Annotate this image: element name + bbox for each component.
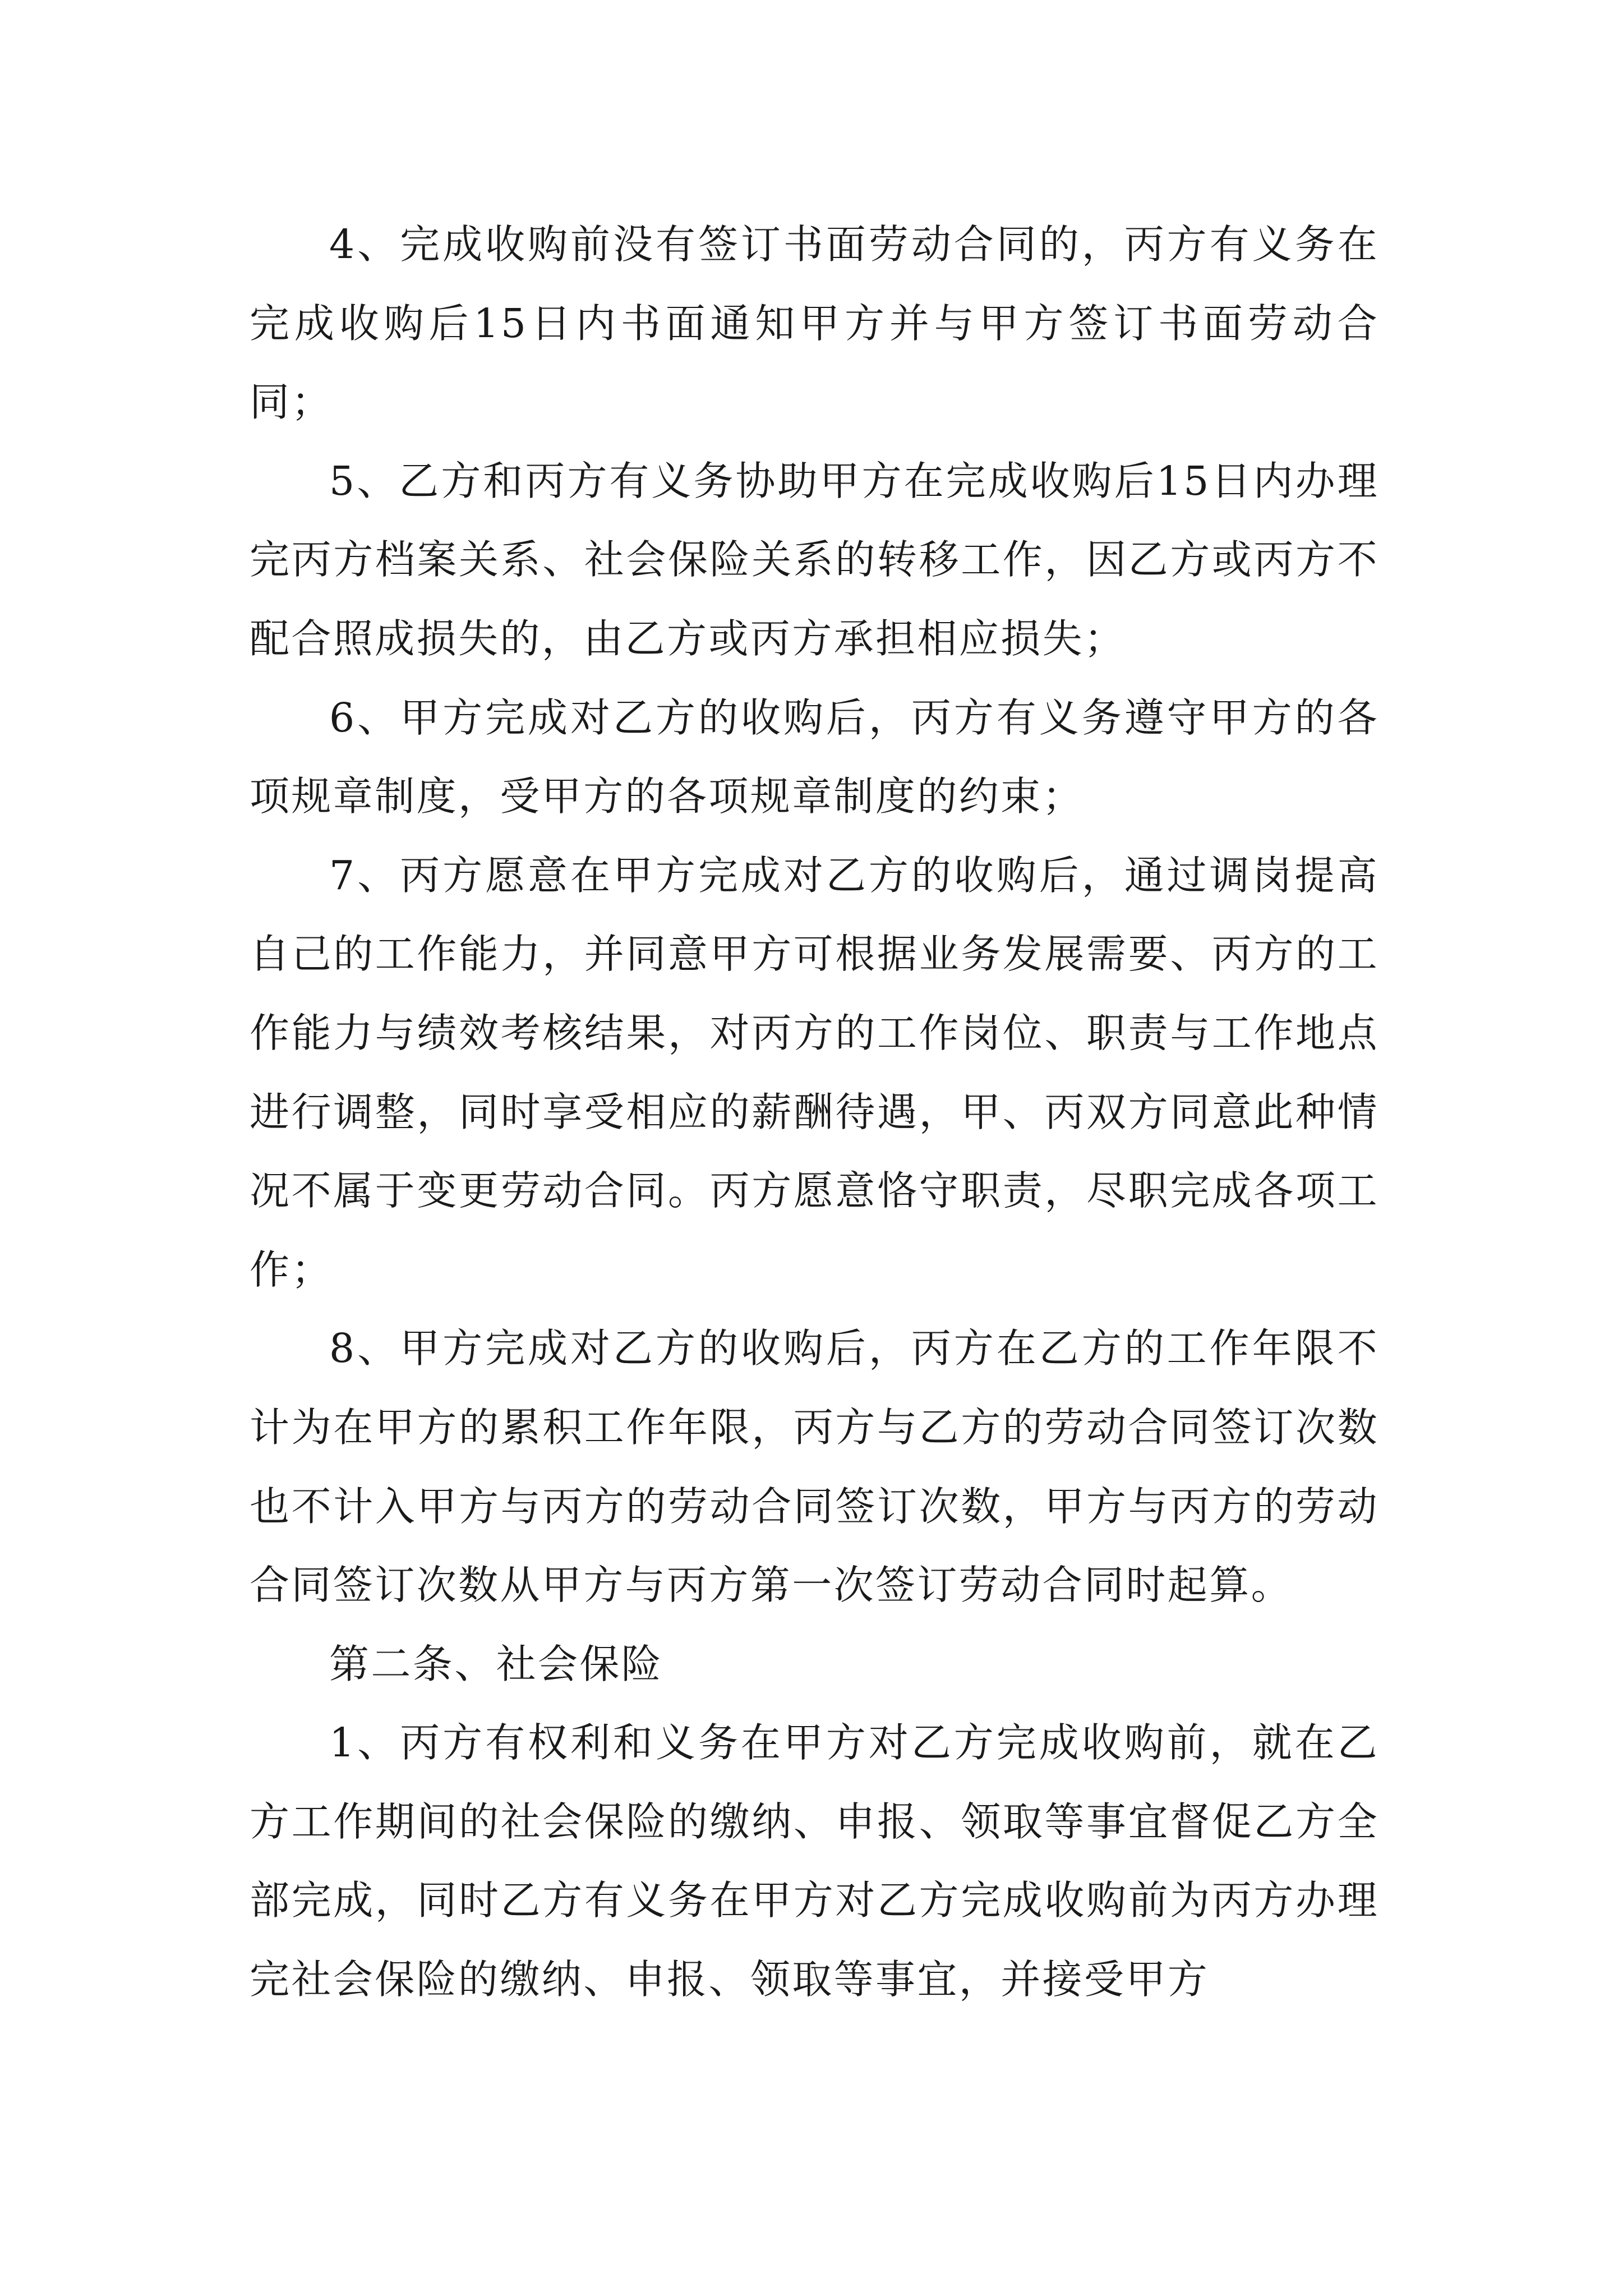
clause-5-paragraph: 5、乙方和丙方有义务协助甲方在完成收购后15日内办理完丙方档案关系、社会保险关系的转移工作，因乙方或丙方不配合照成损失的，由乙方或丙方承担相应损失；: [250, 457, 1379, 662]
clause-7-paragraph: 7、丙方愿意在甲方完成对乙方的收购后，通过调岗提高自己的工作能力，并同意甲方可根据业务发展需要、丙方的工作能力与绩效考核结果，对丙方的工作岗位、职责与工作地点进行调整，同时享受相应的薪酬待遇，甲、丙双方同意此种情况不属于变更劳动合同。丙方愿意恪守职责，尽职完成各项工作；: [250, 852, 1379, 1293]
clause-4-paragraph: 4、完成收购前没有签订书面劳动合同的，丙方有义务在完成收购后15日内书面通知甲方并与甲方签订书面劳动合同；: [250, 221, 1379, 426]
section-heading: 第二条、社会保险: [329, 1640, 663, 1687]
social-insurance-clause-1-paragraph: 1、丙方有权利和义务在甲方对乙方完成收购前，就在乙方工作期间的社会保险的缴纳、申报、领取等事宜督促乙方全部完成，同时乙方有义务在甲方对乙方完成收购前为丙方办理完社会保险的缴纳、申报、领取等事宜，并接受甲方: [250, 1719, 1379, 2003]
document-page: [250, 205, 1379, 2019]
clause-8-paragraph: 8、甲方完成对乙方的收购后，丙方在乙方的工作年限不计为在甲方的累积工作年限，丙方与乙方的劳动合同签订次数也不计入甲方与丙方的劳动合同签订次数，甲方与丙方的劳动合同签订次数从甲方与丙方第一次签订劳动合同时起算。: [250, 1325, 1379, 1609]
clause-6-paragraph: 6、甲方完成对乙方的收购后，丙方有义务遵守甲方的各项规章制度，受甲方的各项规章制度的约束；: [250, 694, 1379, 820]
